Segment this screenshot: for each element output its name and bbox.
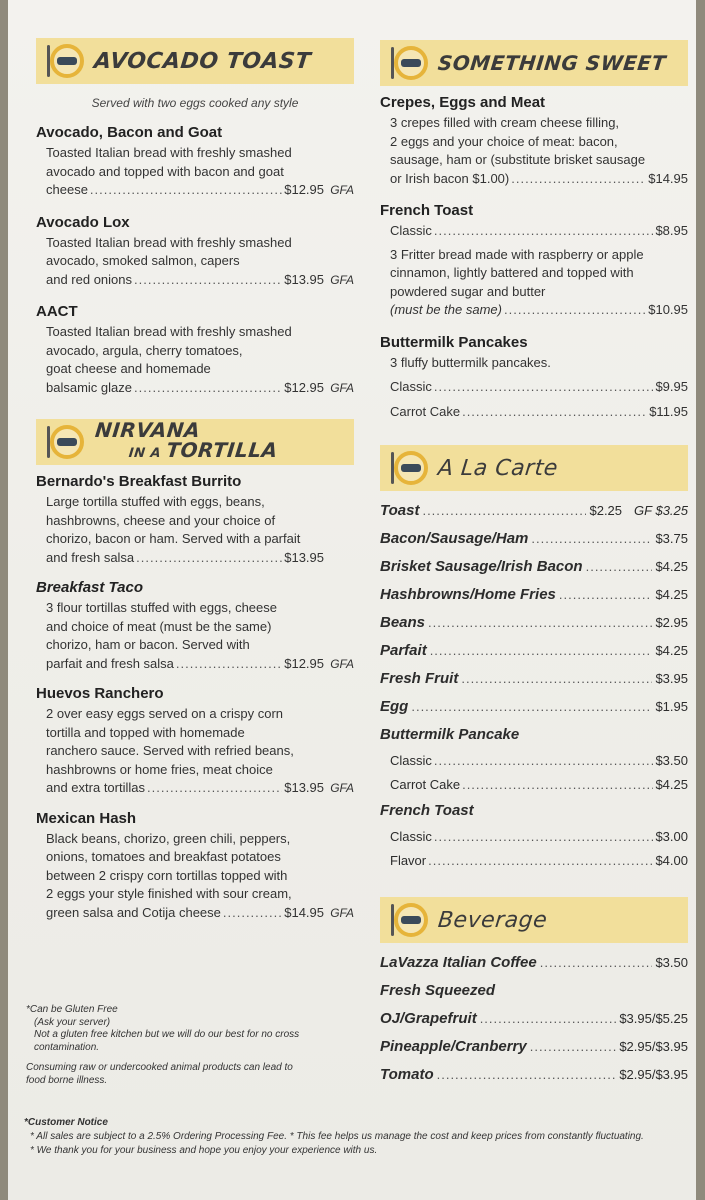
a-la-carte-row xyxy=(380,497,688,525)
desc-line: Toasted Italian bread with freshly smashed xyxy=(46,324,292,339)
leader-dots xyxy=(176,655,282,674)
section-title: A La Carte xyxy=(436,455,560,481)
menu-item xyxy=(36,303,354,397)
item-price: $3.75 xyxy=(655,531,688,546)
variant-label: Carrot Cake xyxy=(390,777,461,792)
a-la-carte-banner xyxy=(380,445,688,491)
item-price: $3.95/$5.25 xyxy=(619,1011,688,1026)
desc-line: sausage, ham or (substitute brisket sausage xyxy=(390,152,646,167)
footnote-line: food borne illness. xyxy=(26,1074,108,1086)
desc-line: parfait and fresh salsa xyxy=(46,655,174,671)
price-row xyxy=(46,181,354,200)
gfa-tag: GFA xyxy=(330,272,354,287)
desc-line: hashbrowns, cheese and your choice of xyxy=(46,512,276,528)
desc-line: tortilla and topped with homemade xyxy=(46,724,245,740)
menu-item xyxy=(36,214,354,290)
leader-dots xyxy=(586,553,653,581)
avocado-toast-banner xyxy=(36,38,354,84)
desc-line: and fresh salsa xyxy=(46,549,135,565)
menu-item xyxy=(380,202,688,320)
item-name: Crepes, Eggs and Meat xyxy=(380,94,546,111)
variant-row xyxy=(380,773,688,797)
price-row xyxy=(390,301,688,320)
item-price: $4.25 xyxy=(655,643,688,658)
leader-dots xyxy=(434,222,654,241)
menu-item xyxy=(36,685,354,798)
desc-line: balsamic glaze xyxy=(46,379,132,395)
desc-line: avocado, smoked salmon, capers xyxy=(46,253,240,268)
item-description xyxy=(36,493,354,567)
leader-dots xyxy=(90,181,282,200)
item-name: French Toast xyxy=(380,802,474,819)
item-name: Huevos Ranchero xyxy=(36,685,164,702)
leader-dots xyxy=(462,403,647,422)
notice-line: * All sales are subject to a 2.5% Ordering Processing Fee. * This fee helps us manage the cost and keep prices from constantly fluctuating. xyxy=(30,1131,644,1142)
item-name: OJ/Grapefruit xyxy=(380,1010,477,1027)
variant-label: Classic xyxy=(390,829,432,844)
variant-row xyxy=(380,825,688,849)
footnote-line: Consuming raw or undercooked animal products can lead to xyxy=(26,1062,293,1073)
item-description xyxy=(380,222,688,320)
leader-dots xyxy=(461,665,652,693)
notice-heading: *Customer Notice xyxy=(24,1117,108,1128)
beverage-row xyxy=(380,1061,688,1089)
leader-dots xyxy=(134,379,282,398)
leader-dots xyxy=(530,1033,617,1061)
desc-line: Toasted Italian bread with freshly smashed xyxy=(46,234,292,250)
leader-dots xyxy=(511,170,646,189)
variant-label: Classic xyxy=(390,379,432,394)
section-subtitle: Served with two eggs cooked any style xyxy=(91,96,299,110)
item-name: LaVazza Italian Coffee xyxy=(380,954,537,971)
item-price: $13.95 xyxy=(284,549,324,565)
item-price: $1.95 xyxy=(655,699,688,714)
desc-line: goat cheese and homemade xyxy=(46,361,211,376)
item-name: Tomato xyxy=(380,1066,434,1083)
desc-line: ranchero sauce. Served with refried beans, xyxy=(46,743,294,758)
leader-dots xyxy=(434,749,654,773)
item-price: $12.95 xyxy=(284,655,324,671)
desc-line: Large tortilla stuffed with eggs, beans, xyxy=(46,494,265,509)
leader-dots xyxy=(428,849,653,873)
title-line-2 xyxy=(92,440,279,464)
desc-line: green salsa and Cotija cheese xyxy=(46,904,221,920)
leader-dots xyxy=(540,949,653,977)
gfa-tag: GFA xyxy=(330,781,354,795)
desc-line: hashbrowns or home fries, meat choice xyxy=(46,761,273,777)
beverage-banner xyxy=(380,897,688,943)
item-name: Breakfast Taco xyxy=(36,579,143,596)
item-description xyxy=(36,599,354,673)
gfa-tag: GFA xyxy=(330,656,354,671)
item-name: Beans xyxy=(380,614,426,631)
beverage-row xyxy=(380,1033,688,1061)
footnote-line: contamination. xyxy=(34,1041,100,1053)
price-row xyxy=(46,655,354,674)
footnote-line: *Can be Gluten Free xyxy=(26,1004,118,1015)
plate-fork-logo-icon xyxy=(380,445,438,491)
footnote-line: Not a gluten free kitchen but we will do our best for no cross xyxy=(34,1029,300,1040)
price-row xyxy=(390,170,688,189)
menu-item xyxy=(380,94,688,188)
variant-label: Classic xyxy=(390,223,432,238)
a-la-carte-row xyxy=(380,693,688,721)
desc-line: between 2 crispy corn tortillas topped with xyxy=(46,867,288,883)
gfa-tag: GFA xyxy=(330,183,354,197)
item-price: $4.25 xyxy=(655,559,688,574)
item-name: Avocado, Bacon and Goat xyxy=(36,124,223,141)
leader-dots xyxy=(422,497,586,525)
item-description xyxy=(380,354,688,422)
beverage-row xyxy=(380,949,688,977)
item-name: Buttermilk Pancakes xyxy=(380,333,528,351)
a-la-carte-row xyxy=(380,525,688,553)
variant-label: Flavor xyxy=(390,853,427,868)
item-name: Buttermilk Pancake xyxy=(380,726,520,743)
desc-line: chorizo, ham or bacon. Served with xyxy=(46,637,250,652)
item-price: $2.25 xyxy=(589,503,623,518)
item-price: $4.25 xyxy=(655,587,688,602)
section-title: Beverage xyxy=(436,907,549,933)
item-price: $3.95 xyxy=(655,671,688,686)
leader-dots xyxy=(136,549,282,568)
price-row xyxy=(390,378,688,397)
item-description xyxy=(36,705,354,798)
desc-line: Black beans, chorizo, green chili, peppers, xyxy=(46,830,291,846)
desc-line: 2 eggs and your choice of meat: bacon, xyxy=(390,133,618,149)
price-row xyxy=(46,904,354,923)
desc-line: cinnamon, lightly battered and topped with xyxy=(390,265,634,280)
menu-item xyxy=(36,810,354,923)
a-la-carte-row xyxy=(380,553,688,581)
plate-fork-logo-icon xyxy=(380,40,438,86)
menu-page xyxy=(8,0,696,1200)
price-row xyxy=(46,379,354,398)
leader-dots xyxy=(134,271,282,290)
item-name: Bernardo's Breakfast Burrito xyxy=(36,473,242,490)
variant-label: Classic xyxy=(390,753,432,768)
leader-dots xyxy=(434,378,654,397)
item-price: $3.00 xyxy=(655,829,688,844)
item-name: Fresh Squeezed xyxy=(380,982,496,999)
desc-line: and red onions xyxy=(46,271,133,287)
price-row xyxy=(46,549,354,568)
leader-dots xyxy=(437,1061,617,1089)
leader-dots xyxy=(504,301,646,320)
plate-fork-logo-icon xyxy=(36,38,94,84)
menu-item xyxy=(36,473,354,567)
title-big: TORTILLA xyxy=(165,438,279,462)
item-name: Hashbrowns/Home Fries xyxy=(380,586,556,603)
item-name: Fresh Fruit xyxy=(380,670,459,687)
a-la-carte-row xyxy=(380,665,688,693)
a-la-carte-row xyxy=(380,637,688,665)
price-row xyxy=(390,403,688,422)
beverage-row xyxy=(380,1005,688,1033)
menu-item xyxy=(36,124,354,200)
gluten-footnote xyxy=(26,1004,346,1087)
item-price: $10.95 xyxy=(648,302,688,317)
item-price: $2.95/$3.95 xyxy=(619,1067,688,1082)
item-name: Bacon/Sausage/Ham xyxy=(380,530,529,547)
section-title: SOMETHING SWEET xyxy=(436,51,668,75)
item-description xyxy=(380,114,688,188)
price-row xyxy=(390,222,688,241)
desc-line: 2 eggs your style finished with sour cream, xyxy=(46,886,292,901)
desc-line: 3 crepes filled with cream cheese filling, xyxy=(390,115,620,130)
item-name: Toast xyxy=(380,502,420,519)
item-name: French Toast xyxy=(380,202,474,219)
item-price: $13.95 xyxy=(284,271,324,287)
price-row xyxy=(46,271,354,290)
customer-notice xyxy=(24,1116,704,1158)
desc-line: cheese xyxy=(46,182,88,197)
item-price: $2.95 xyxy=(655,615,688,630)
item-price: $14.95 xyxy=(284,904,324,920)
desc-line: and choice of meat (must be the same) xyxy=(46,618,272,634)
desc-line: avocado and topped with bacon and goat xyxy=(46,163,284,179)
item-name: Mexican Hash xyxy=(36,809,137,827)
gfa-tag: GFA xyxy=(330,905,354,920)
left-column xyxy=(36,38,354,922)
desc-line: 3 fluffy buttermilk pancakes. xyxy=(390,354,551,370)
item-price: $4.00 xyxy=(655,853,688,868)
variant-row xyxy=(380,749,688,773)
item-description xyxy=(36,830,354,923)
a-la-carte-row xyxy=(380,609,688,637)
leader-dots xyxy=(428,609,652,637)
gfa-tag: GFA xyxy=(330,380,354,395)
menu-item xyxy=(36,579,354,673)
leader-dots xyxy=(531,525,652,553)
desc-line: Toasted Italian bread with freshly smashed xyxy=(46,145,292,160)
footnote-line: (Ask your server) xyxy=(34,1016,111,1028)
section-title: AVOCADO TOAST xyxy=(92,48,313,74)
item-price: $3.50 xyxy=(655,955,688,970)
variant-label: Carrot Cake xyxy=(390,403,461,419)
item-name: Parfait xyxy=(380,642,427,659)
right-column xyxy=(380,40,688,1089)
desc-line: 3 Fritter bread made with raspberry or apple xyxy=(390,246,644,262)
variant-row xyxy=(380,849,688,873)
notice-line: * We thank you for your business and hope you enjoy your experience with us. xyxy=(30,1145,378,1156)
desc-line: avocado, argula, cherry tomatoes, xyxy=(46,342,243,358)
section-title xyxy=(92,420,281,464)
plate-fork-logo-icon xyxy=(380,897,438,943)
nirvana-banner xyxy=(36,419,354,465)
leader-dots xyxy=(462,773,653,797)
leader-dots xyxy=(480,1005,617,1033)
desc-line: 2 over easy eggs served on a crispy corn xyxy=(46,706,284,721)
beverage-list xyxy=(380,949,688,1089)
title-line-1: NIRVANA xyxy=(94,418,202,442)
item-price: $12.95 xyxy=(284,379,324,395)
menu-item xyxy=(380,334,688,422)
item-price: $13.95 xyxy=(284,780,324,795)
item-name: Avocado Lox xyxy=(36,213,130,231)
leader-dots xyxy=(147,779,282,798)
plate-fork-logo-icon xyxy=(36,419,94,465)
desc-line: onions, tomatoes and breakfast potatoes xyxy=(46,849,281,864)
desc-line: or Irish bacon $1.00) xyxy=(390,170,510,186)
desc-line: powdered sugar and butter xyxy=(390,283,546,299)
item-price: $11.95 xyxy=(649,403,688,419)
item-price: $3.50 xyxy=(655,753,688,768)
item-name: Pineapple/Cranberry xyxy=(380,1038,527,1055)
gf-price: GF $3.25 xyxy=(634,503,688,518)
title-small: IN A xyxy=(128,446,167,461)
a-la-carte-row xyxy=(380,581,688,609)
a-la-carte-list xyxy=(380,497,688,873)
item-price: $8.95 xyxy=(655,223,688,238)
something-sweet-banner xyxy=(380,40,688,86)
desc-line: (must be the same) xyxy=(390,302,502,317)
item-description xyxy=(36,144,354,200)
item-name: AACT xyxy=(36,303,78,320)
item-name: Brisket Sausage/Irish Bacon xyxy=(380,558,583,575)
leader-dots xyxy=(411,693,652,721)
desc-line: chorizo, bacon or ham. Served with a parfait xyxy=(46,531,301,546)
leader-dots xyxy=(434,825,654,849)
item-price: $9.95 xyxy=(655,379,688,394)
item-description xyxy=(36,234,354,290)
item-price: $4.25 xyxy=(655,777,688,792)
price-row xyxy=(46,779,354,798)
item-description xyxy=(36,323,354,397)
item-price: $12.95 xyxy=(284,182,324,197)
desc-line: and extra tortillas xyxy=(46,780,145,795)
item-price: $2.95/$3.95 xyxy=(619,1039,688,1054)
desc-line: 3 flour tortillas stuffed with eggs, cheese xyxy=(46,600,277,615)
item-price: $14.95 xyxy=(648,170,688,186)
item-name: Egg xyxy=(380,698,409,715)
leader-dots xyxy=(223,904,282,923)
leader-dots xyxy=(559,581,653,609)
leader-dots xyxy=(430,637,653,665)
